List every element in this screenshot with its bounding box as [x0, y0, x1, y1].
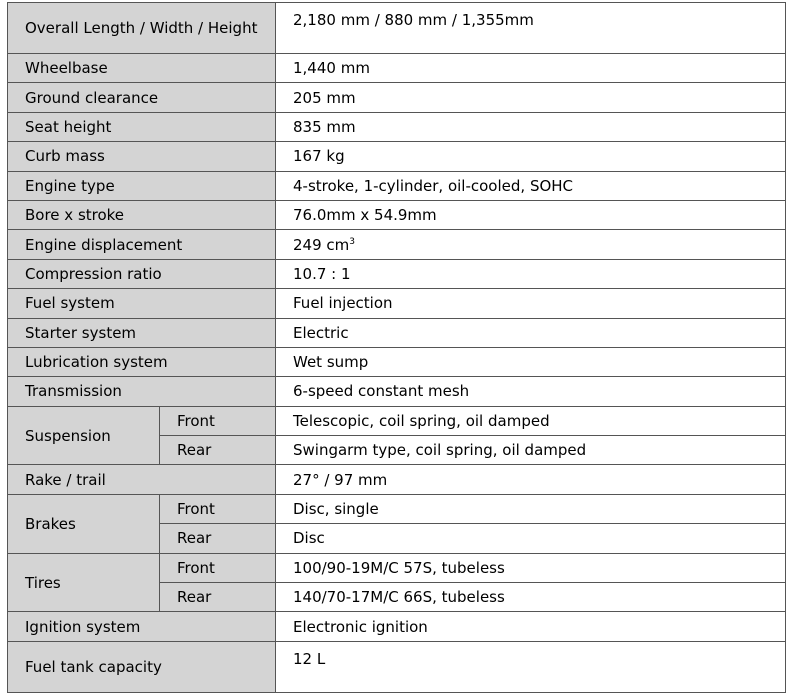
spec-label: Compression ratio	[8, 259, 276, 288]
spec-value: 27° / 97 mm	[276, 465, 786, 494]
spec-value: Swingarm type, coil spring, oil damped	[276, 436, 786, 465]
spec-value: 167 kg	[276, 142, 786, 171]
spec-label: Suspension	[8, 406, 160, 465]
spec-label: Rake / trail	[8, 465, 276, 494]
table-row	[8, 54, 786, 83]
table-row	[8, 171, 786, 200]
spec-value: 835 mm	[276, 112, 786, 141]
spec-label: Bore x stroke	[8, 200, 276, 229]
spec-value: 6-speed constant mesh	[276, 377, 786, 406]
spec-label: Starter system	[8, 318, 276, 347]
table-row	[8, 112, 786, 141]
table-row	[8, 83, 786, 112]
table-row	[8, 318, 786, 347]
spec-value: 2,180 mm / 880 mm / 1,355mm	[276, 3, 786, 54]
table-row	[8, 406, 786, 435]
spec-label: Seat height	[8, 112, 276, 141]
spec-label: Tires	[8, 553, 160, 612]
spec-label: Wheelbase	[8, 54, 276, 83]
spec-value: Wet sump	[276, 347, 786, 376]
spec-label: Ignition system	[8, 612, 276, 641]
spec-label: Lubrication system	[8, 347, 276, 376]
spec-label: Engine type	[8, 171, 276, 200]
spec-value: 140/70-17M/C 66S, tubeless	[276, 583, 786, 612]
table-row	[8, 494, 786, 523]
spec-value: Electric	[276, 318, 786, 347]
table-row	[8, 377, 786, 406]
unit-superscript: 3	[349, 236, 355, 247]
spec-label: Brakes	[8, 494, 160, 553]
spec-value	[276, 230, 786, 259]
table-row	[8, 200, 786, 229]
spec-value: 12 L	[276, 641, 786, 692]
table-row	[8, 465, 786, 494]
spec-sublabel: Front	[160, 553, 276, 582]
spec-sublabel: Front	[160, 494, 276, 523]
spec-label: Overall Length / Width / Height	[8, 3, 276, 54]
spec-sublabel: Rear	[160, 583, 276, 612]
spec-value: Disc	[276, 524, 786, 553]
spec-label: Fuel system	[8, 289, 276, 318]
spec-sublabel: Rear	[160, 524, 276, 553]
spec-sublabel: Front	[160, 406, 276, 435]
spec-value: Fuel injection	[276, 289, 786, 318]
spec-value: 205 mm	[276, 83, 786, 112]
spec-value: 4-stroke, 1-cylinder, oil-cooled, SOHC	[276, 171, 786, 200]
table-row	[8, 230, 786, 259]
spec-label: Engine displacement	[8, 230, 276, 259]
table-row	[8, 259, 786, 288]
spec-value: Disc, single	[276, 494, 786, 523]
spec-value: 100/90-19M/C 57S, tubeless	[276, 553, 786, 582]
spec-label: Ground clearance	[8, 83, 276, 112]
spec-label: Curb mass	[8, 142, 276, 171]
spec-value: 76.0mm x 54.9mm	[276, 200, 786, 229]
table-row	[8, 289, 786, 318]
spec-label: Transmission	[8, 377, 276, 406]
table-row	[8, 553, 786, 582]
spec-label: Fuel tank capacity	[8, 641, 276, 692]
spec-value: 1,440 mm	[276, 54, 786, 83]
spec-table	[7, 2, 786, 693]
spec-value: 10.7 : 1	[276, 259, 786, 288]
table-row	[8, 142, 786, 171]
table-row	[8, 347, 786, 376]
spec-value: Telescopic, coil spring, oil damped	[276, 406, 786, 435]
spec-value: Electronic ignition	[276, 612, 786, 641]
table-row	[8, 3, 786, 54]
spec-sublabel: Rear	[160, 436, 276, 465]
displacement-value: 249 cm	[293, 235, 350, 254]
table-row	[8, 641, 786, 692]
table-row	[8, 612, 786, 641]
